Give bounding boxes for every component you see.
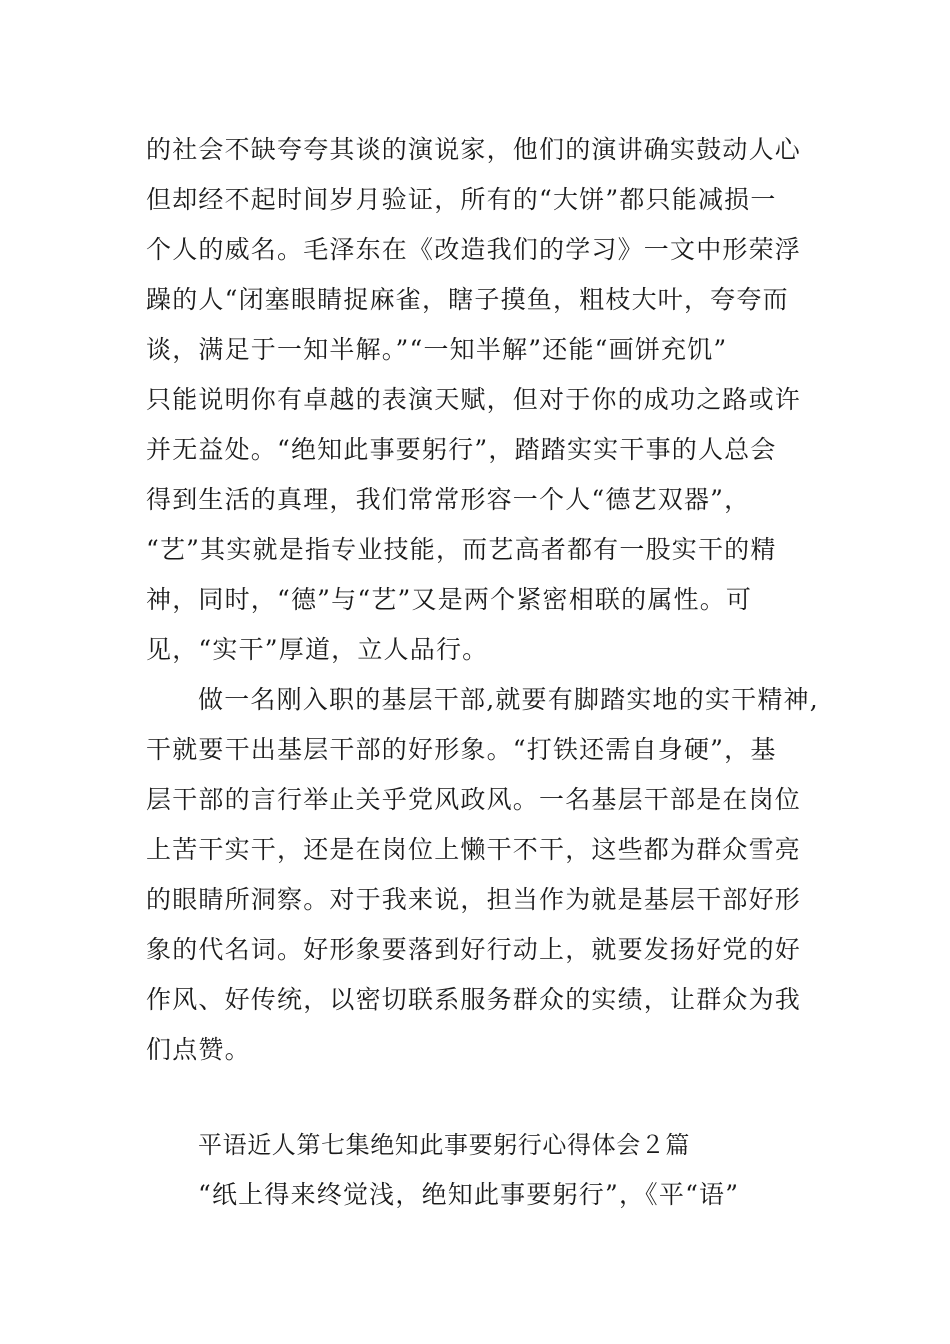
text-line: 见，“实干”厚道，立人品行。 — [146, 635, 489, 664]
text-line: “纸上得来终觉浅，绝知此事要躬行”，《平“语” — [198, 1180, 740, 1209]
text-line: 得到生活的真理，我们常常形容一个人“德艺双器”， — [146, 485, 751, 514]
text-line: 作风、好传统，以密切联系服务群众的实绩，让群众为我 — [146, 985, 802, 1014]
text-line: 做一名刚入职的基层干部,就要有脚踏实地的实干精神, — [198, 685, 819, 714]
section-title: 平语近人第七集绝知此事要躬行心得体会２篇 — [198, 1131, 690, 1159]
text-line: “艺”其实就是指专业技能，而艺高者都有一股实干的精 — [146, 535, 777, 564]
text-line: 的社会不缺夸夸其谈的演说家，他们的演讲确实鼓动人心 — [146, 135, 802, 164]
text-line: 们点赞。 — [146, 1035, 251, 1064]
text-line: 的眼睛所洞察。对于我来说，担当作为就是基层干部好形 — [146, 885, 802, 914]
text-line: 躁的人“闭塞眼睛捉麻雀，瞎子摸鱼，粗枝大叶，夸夸而 — [146, 285, 789, 314]
text-line: 干就要干出基层干部的好形象。“打铁还需自身硬”，基 — [146, 735, 777, 764]
text-line: 并无益处。“绝知此事要躬行”，踏踏实实干事的人总会 — [146, 435, 777, 464]
text-line: 层干部的言行举止关乎党风政风。一名基层干部是在岗位 — [146, 785, 802, 814]
text-line: 但却经不起时间岁月验证，所有的“大饼”都只能减损一 — [146, 185, 777, 214]
text-line: 上苦干实干，还是在岗位上懒干不干，这些都为群众雪亮 — [146, 835, 802, 864]
text-line: 象的代名词。好形象要落到好行动上，就要发扬好党的好 — [146, 935, 802, 964]
text-line: 谈，满足于一知半解。”“一知半解”还能“画饼充饥” — [146, 335, 728, 364]
text-line: 只能说明你有卓越的表演天赋，但对于你的成功之路或许 — [146, 385, 802, 414]
text-line: 神，同时，“德”与“艺”又是两个紧密相联的属性。可 — [146, 585, 753, 614]
text-line: 个人的威名。毛泽东在《改造我们的学习》一文中形荣浮 — [146, 235, 802, 264]
